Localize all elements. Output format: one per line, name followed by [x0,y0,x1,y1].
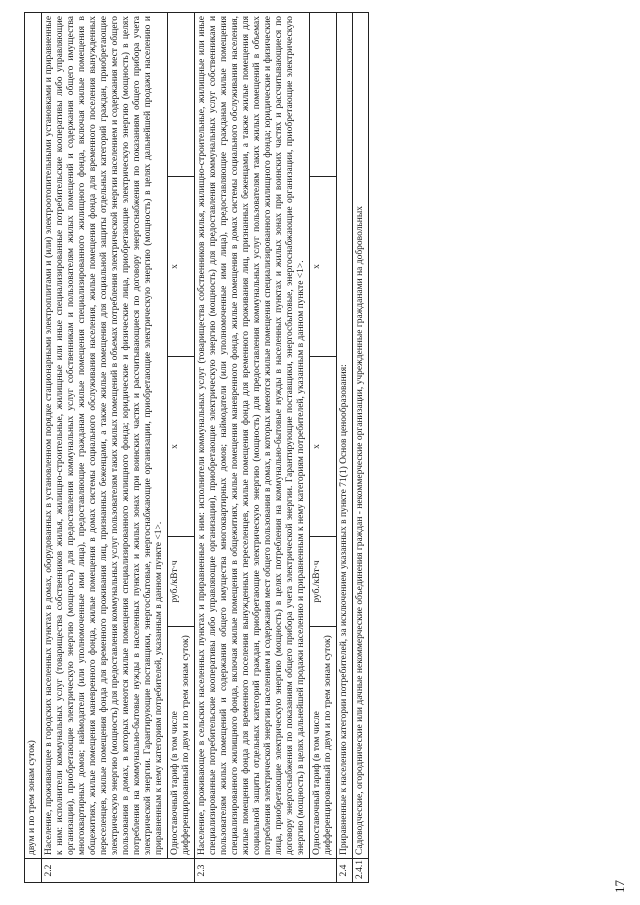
tariff-subrow-label: Одноставочный тариф (в том числе дифференцированный по двум и по трем зонам суток) [310,627,337,859]
table-row [337,12,353,882]
row-text: Приравненные к населению категории потребителей, за исключением указанных в пункте 71(1) Основ ценообразования: [337,12,353,858]
row-number: 2.4 [337,859,353,883]
table-row [195,12,310,882]
row-text: Население, проживающее в сельских населенных пунктах и приравненные к ним: исполнители коммунальных услуг (товарищества собственников жилья, жилищно-строительные, жилищные или иные специализированные потребительские кооперативы либо управляющие организации), приобретающие электрическую энергию (мощность) для предоставления коммунальных услуг собственникам и пользователям жилых помещений и содержания общего имущества многоквартирных домов; наймодатели (или уполномоченные ими лица), предоставляющие гражданам жилые помещения специализированного жилищного фонда, включая жилые помещения в общежитиях, жилые помещения маневренного фонда, жилые помещения в домах системы социального обслуживания населения, жилые помещения фонда для временного поселения вынужденных переселенцев, жилые помещения фонда для временного проживания лиц, признанных беженцами, а также жилые помещения для социальной защиты отдельных категорий граждан, приобретающие электрическую энергию (мощность) для предоставления коммунальных услуг пользователям таких жилых помещений в объемах потребления электрической энергии населением и содержания мест общего пользования в домах, в которых имеются жилые помещения специализированного жилищного фонда; юридические и физические лица, приобретающие электрическую энергию (мощность) в целях потребления на коммунально-бытовые нужды в населенных пунктах и жилых зонах при воинских частях и рассчитывающиеся по договору энергоснабжения по показаниям общего прибора учета электрической энергии. Гарантирующие поставщики, энергосбытовые, энергоснабжающие организации, приобретающие электрическую энергию (мощность) в целях дальнейшей продажи населению и приравненным к нему категориям потребителей, указанным в данном пункте <1>. [195,12,310,858]
tariff-table [24,12,369,883]
unit-cell: руб./кВт·ч [310,537,337,627]
row-text: двум и по трем зонам суток) [25,12,42,858]
row-number: 2.3 [195,859,337,883]
page-number: 17 [612,880,627,893]
table-row [168,12,195,882]
row-text: Садоводческие, огороднические или дачные некоммерческие объединения граждан - некоммерческие организации, учрежденные гражданами на добровольных [353,12,369,858]
row-number: 2.2 [42,859,195,883]
empty-cell [168,12,195,176]
empty-cell [310,12,337,176]
tariff-subrow-label: Одноставочный тариф (в том числе дифференцированный по двум и по трем зонам суток) [168,627,195,859]
value-cell: x [168,357,195,537]
row-number: 2.4.1 [353,859,369,883]
table-row [310,12,337,882]
value-cell: x [310,357,337,537]
value-cell: x [310,177,337,357]
value-cell: x [168,177,195,357]
unit-cell: руб./кВт·ч [168,537,195,627]
table-row [353,12,369,882]
table-row [25,12,42,882]
table-row [42,12,168,882]
row-text: Население, проживающее в городских населенных пунктах в домах, оборудованных в установленном порядке стационарными электроплитами и (или) электроотопительными установками и приравненные к ним: исполнители коммунальных услуг (товарищества собственников жилья, жилищно-строительные, жилищные или иные специализированные потребительские кооперативы либо управляющие организации), приобретающие электрическую энергию (мощность) для предоставления коммунальных услуг собственникам и пользователям жилых помещений и содержания общего имущества многоквартирных домов; наймодатели (или уполномоченные ими лица), предоставляющие гражданам жилые помещения специализированного жилищного фонда, включая жилые помещения в общежитиях, жилые помещения маневренного фонда, жилые помещения в домах системы социального обслуживания населения, жилые помещения фонда для временного поселения вынужденных переселенцев, жилые помещения фонда для временного проживания лиц, признанных беженцами, а также жилые помещения для социальной защиты отдельных категорий граждан, приобретающие электрическую энергию (мощность) для предоставления коммунальных услуг пользователям таких жилых помещений в объемах потребления электрической энергии населением и содержания мест общего пользования в домах, в которых имеются жилые помещения специализированного жилищного фонда; юридические и физические лица, приобретающие электрическую энергию (мощность) в целях потребления на коммунально-бытовые нужды в населенных пунктах и жилых зонах при воинских частях и рассчитывающиеся по договору энергоснабжения по показаниям общего прибора учета электрической энергии. Гарантирующие поставщики, энергосбытовые, энергоснабжающие организации, приобретающие электрическую энергию (мощность) в целях дальнейшей продажи населению и приравненным к нему категориям потребителей, указанным в данном пункте <1>. [42,12,168,858]
row-number [25,859,42,883]
